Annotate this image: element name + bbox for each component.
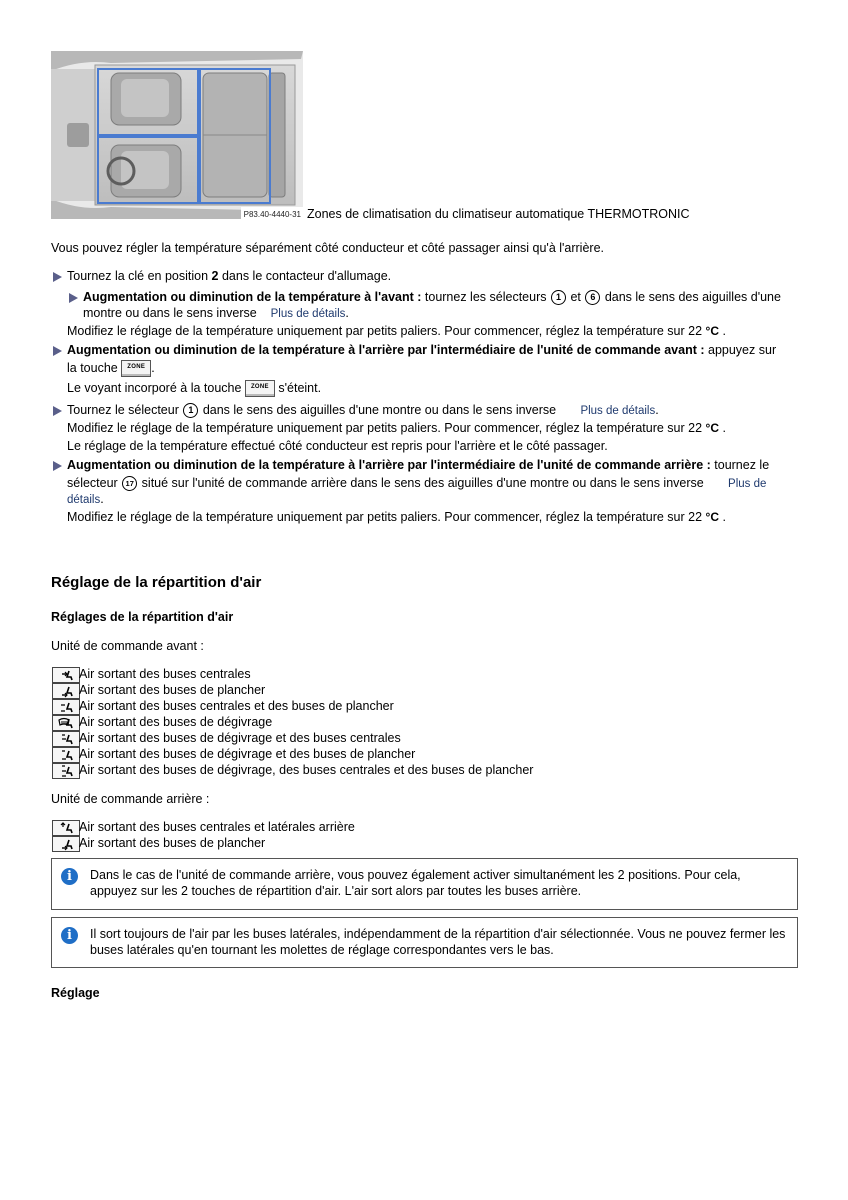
defrost-center-icon [52,731,80,747]
bullet-arrow-icon [53,346,62,356]
zone-button-icon: ZONE [121,360,151,377]
rear-unit-label: Unité de commande arrière : [51,792,210,806]
info-box [51,917,798,968]
bullet-arrow-icon [53,406,62,416]
info-icon: i [61,927,78,944]
selector-1-icon: 1 [183,403,198,418]
air-distribution-item: Air sortant des buses centrales et latérales arrière [79,820,355,834]
figure-caption: Zones de climatisation du climatiseur automatique THERMOTRONIC [307,207,690,221]
bullet-arrow-icon [53,461,62,471]
climate-zones-figure [51,51,303,219]
air-distribution-item: Air sortant des buses de plancher [79,683,266,697]
air-distribution-item: Air sortant des buses centrales et des buses de plancher [79,699,394,713]
air-distribution-item: Air sortant des buses de dégivrage, des buses centrales et des buses de plancher [79,763,534,777]
bullet-arrow-icon [69,293,78,303]
zone-button-icon: ZONE [245,380,275,397]
air-distribution-item: Air sortant des buses centrales [79,667,251,681]
info-text: Dans le cas de l'unité de commande arrière, vous pouvez également activer simultanément les 2 positions. Pour cela, appuyez sur les 2 touches de répartition d'air. L'air sort alors par toutes les buses arrière. [90,868,741,898]
driver-side-note: Le réglage de la température effectué côté conducteur est repris pour l'arrière et le côté passager. [67,439,608,453]
step-rear-temp-rear-unit: Augmentation ou diminution de la température à l'arrière par l'intermédiaire de l'unité de commande arrière : tournez le [67,458,770,472]
temp-note-3: Modifiez le réglage de la température uniquement par petits paliers. Pour commencer, réglez la température sur 22 °C . [67,510,726,524]
bullet-arrow-icon [53,272,62,282]
air-distribution-item: Air sortant des buses de dégivrage [79,715,273,729]
air-floor-icon [52,683,80,699]
details-link[interactable]: Plus de [728,478,767,490]
figure-code: P83.40-4440-31 [243,210,301,219]
step-rear-temp-front-unit: Augmentation ou diminution de la température à l'arrière par l'intermédiaire de l'unité de commande avant : appuyez sur [67,343,777,357]
section-subtitle: Réglages de la répartition d'air [51,610,234,624]
selector-6-icon: 6 [585,290,600,305]
info-text: Il sort toujours de l'air par les buses latérales, indépendamment de la répartition d'air sélectionnée. Vous ne pouvez fermer les buses latérales qu'en tournant les molettes de réglage correspondantes vers le bas. [90,927,786,957]
selector-17-icon: 17 [122,476,137,491]
air-distribution-item: Air sortant des buses de dégivrage et des buses de plancher [79,747,416,761]
air-center-icon [52,667,80,683]
air-distribution-item: Air sortant des buses de dégivrage et des buses centrales [79,731,401,745]
intro-paragraph: Vous pouvez régler la température séparément côté conducteur et côté passager ainsi qu'à l'arrière. [51,241,605,255]
air-floor-icon [52,836,80,852]
air-distribution-item: Air sortant des buses de plancher [79,836,266,850]
air-center-side-icon [52,820,80,836]
details-link[interactable]: Plus de détails [270,308,346,320]
air-center-floor-icon [52,699,80,715]
step-turn-selector: Tournez le sélecteur 1 dans le sens des aiguilles d'une montre ou dans le sens inverse Plus de détails. [67,403,659,417]
details-link-cont[interactable]: détails [67,494,101,506]
defrost-icon [52,715,80,731]
info-icon: i [61,868,78,885]
front-temp-note: Modifiez le réglage de la température uniquement par petits paliers. Pour commencer, réglez la température sur 22 °C . [67,324,726,338]
defrost-floor-icon [52,747,80,763]
info-box [51,858,798,910]
temp-note-2: Modifiez le réglage de la température uniquement par petits paliers. Pour commencer, réglez la température sur 22 °C . [67,421,726,435]
step-front-temp: Augmentation ou diminution de la température à l'avant : tournez les sélecteurs 1 et 6 dans le sens des aiguilles d'une [83,290,781,304]
defrost-center-floor-icon [52,763,80,779]
step-ignition: Tournez la clé en position 2 dans le contacteur d'allumage. [67,269,392,283]
zone-led-note: Le voyant incorporé à la touche ZONE s'éteint. [67,381,322,395]
selector-1-icon: 1 [551,290,566,305]
section-title: Réglage de la répartition d'air [51,574,262,591]
front-unit-label: Unité de commande avant : [51,639,204,653]
details-link[interactable]: Plus de détails [580,405,656,417]
next-section-title: Réglage [51,986,100,1000]
